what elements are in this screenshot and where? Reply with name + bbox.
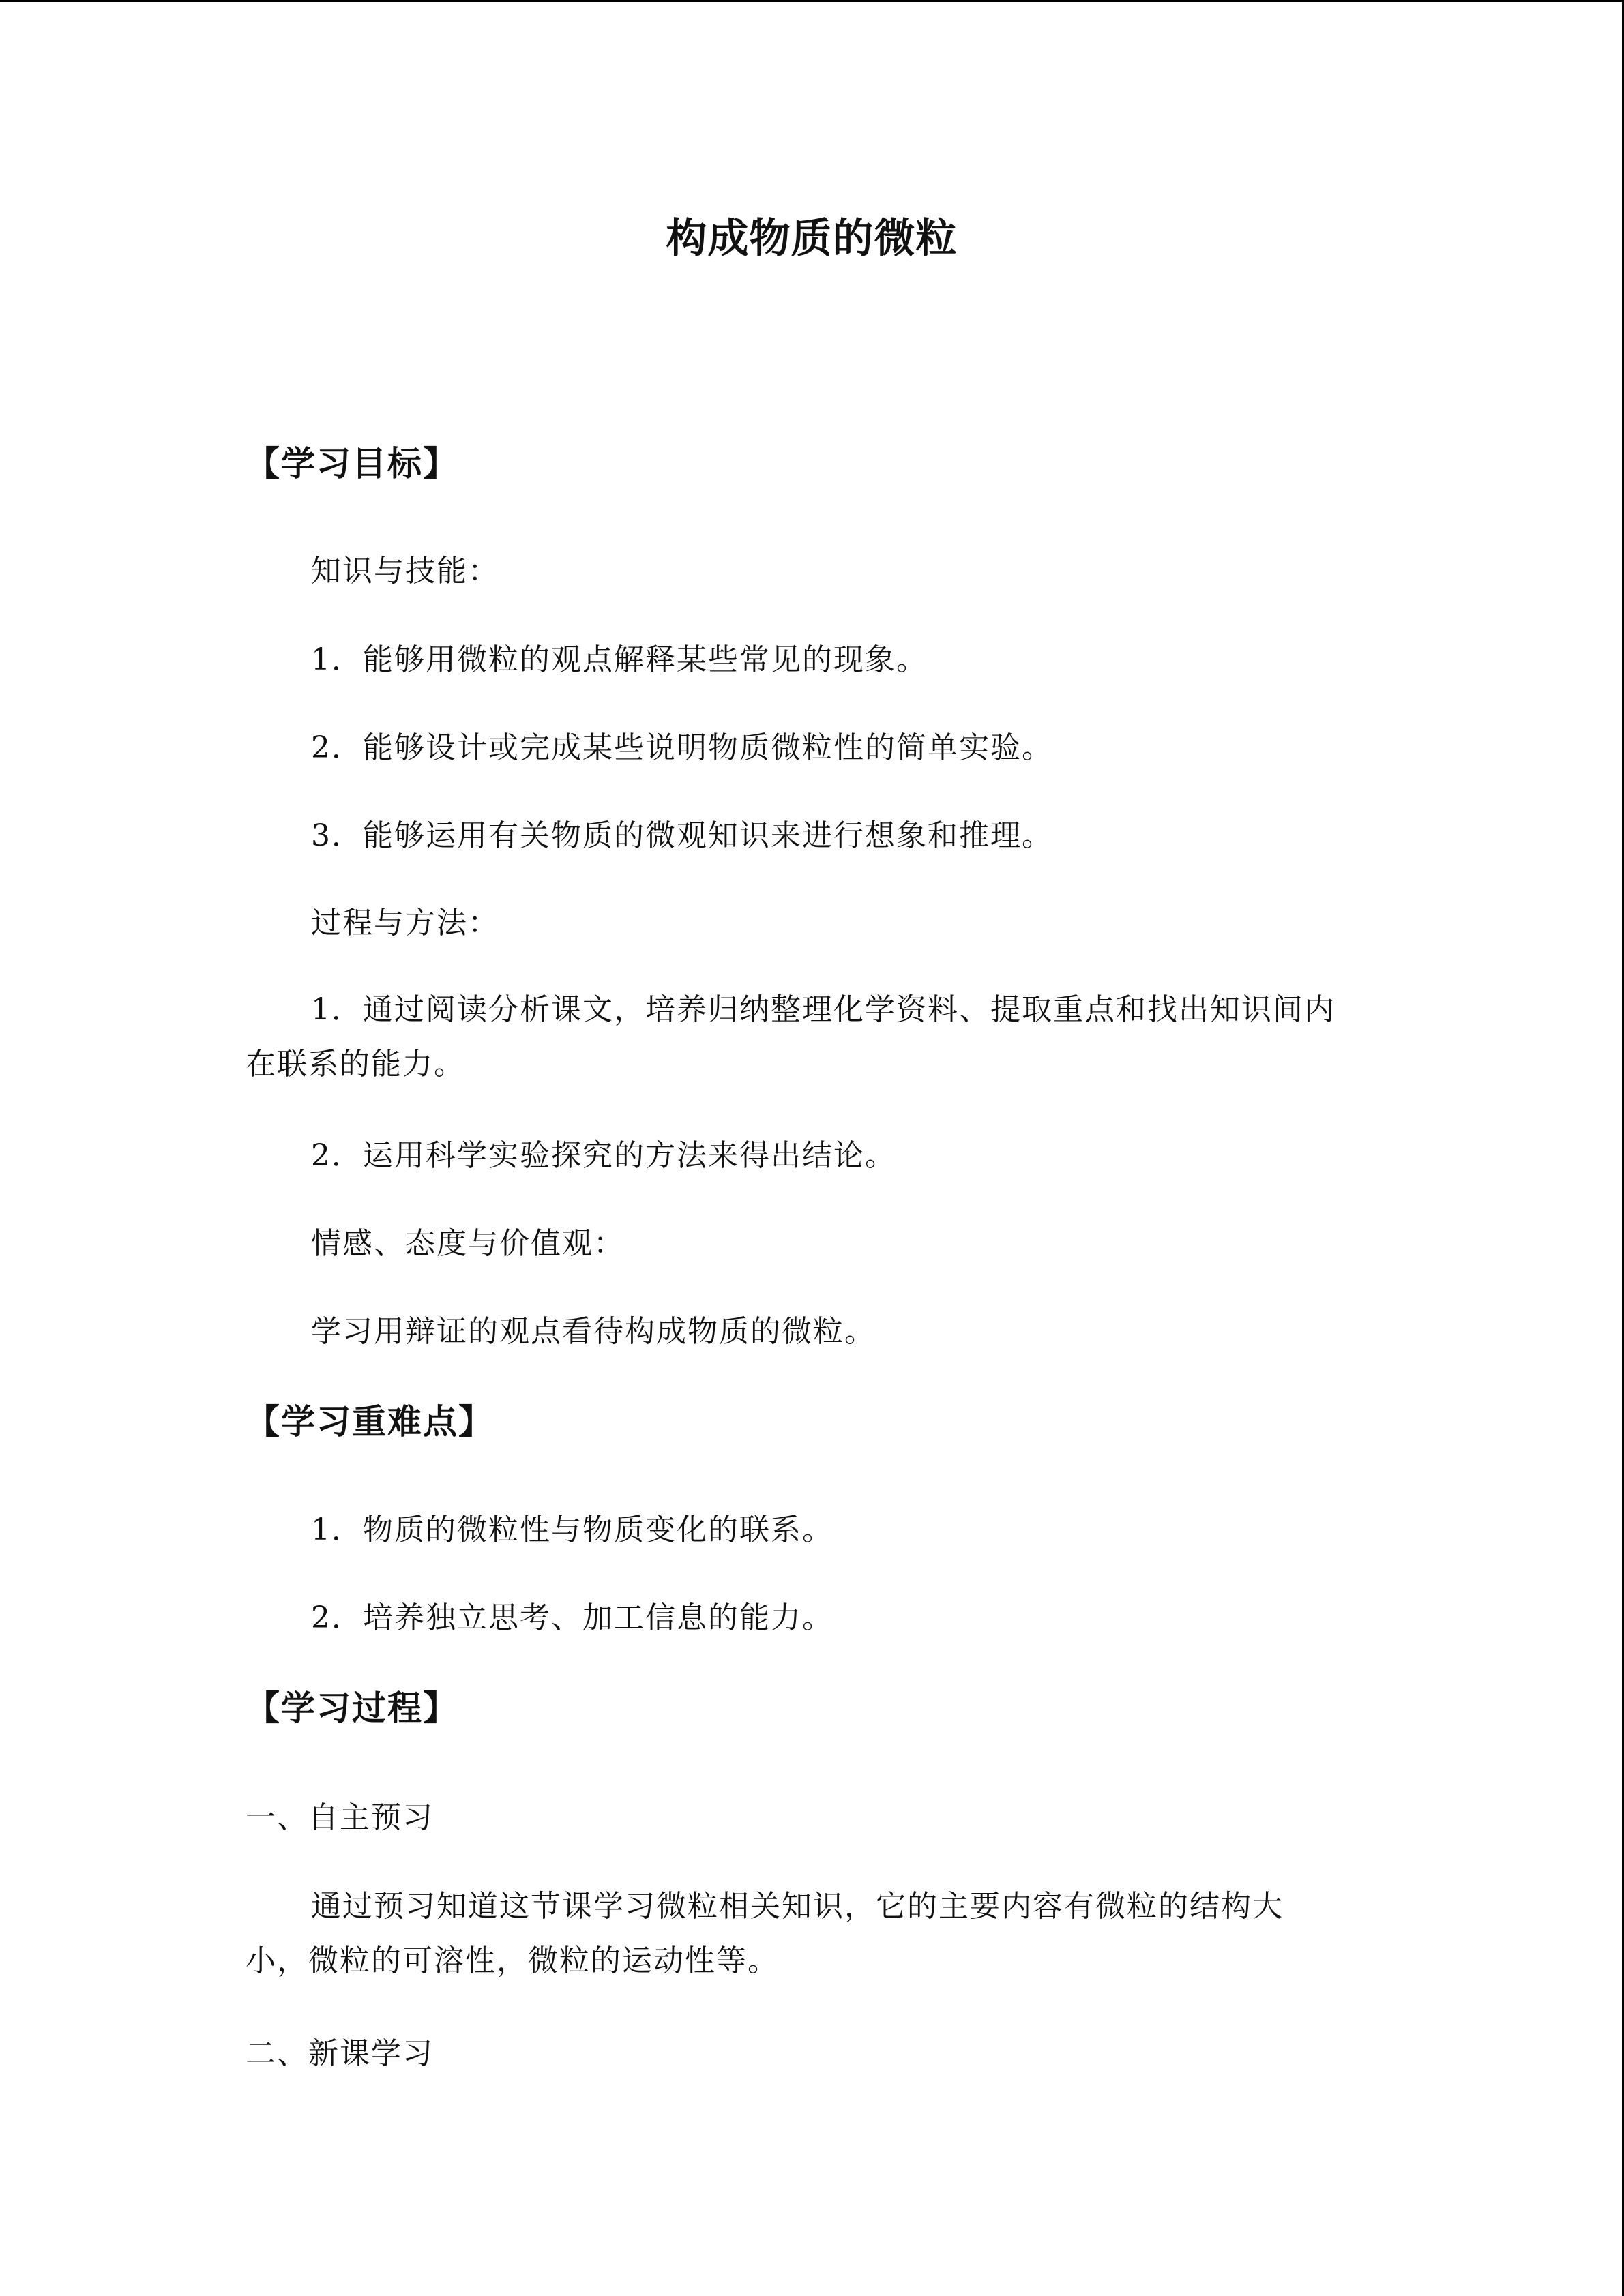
process-item-2: 2．运用科学实验探究的方法来得出结论。: [311, 1138, 896, 1173]
part-1-text-line-1: 通过预习知道这节课学习微粒相关知识，它的主要内容有微粒的结构大: [311, 1889, 1284, 1924]
part-1-text: [246, 1879, 1378, 1988]
process-label: 过程与方法：: [311, 906, 499, 940]
process-heading: 【学习过程】: [246, 1688, 458, 1728]
process-item-1-line-1: 1．通过阅读分析课文，培养归纳整理化学资料、提取重点和找出知识间内: [311, 992, 1335, 1027]
emotion-label: 情感、态度与价值观：: [311, 1226, 625, 1261]
part-2-heading: 二、新课学习: [246, 2036, 434, 2071]
process-item-1-line-2: 在联系的能力。: [246, 1047, 465, 1082]
document-title: 构成物质的微粒: [666, 215, 958, 263]
knowledge-label: 知识与技能：: [311, 554, 499, 588]
knowledge-item-3: 3．能够运用有关物质的微观知识来进行想象和推理。: [311, 818, 1053, 853]
key-point-2: 2．培养独立思考、加工信息的能力。: [311, 1600, 833, 1635]
key-points-heading: 【学习重难点】: [246, 1402, 494, 1442]
process-item-1: [246, 983, 1378, 1092]
part-1-heading: 一、自主预习: [246, 1800, 434, 1835]
objectives-heading: 【学习目标】: [246, 444, 458, 483]
emotion-item: 学习用辩证的观点看待构成物质的微粒。: [311, 1314, 876, 1349]
key-point-1: 1．物质的微粒性与物质变化的联系。: [311, 1512, 833, 1547]
part-1-text-line-2: 小，微粒的可溶性，微粒的运动性等。: [246, 1943, 779, 1978]
knowledge-item-1: 1．能够用微粒的观点解释某些常见的现象。: [311, 642, 928, 677]
knowledge-item-2: 2．能够设计或完成某些说明物质微粒性的简单实验。: [311, 730, 1053, 765]
